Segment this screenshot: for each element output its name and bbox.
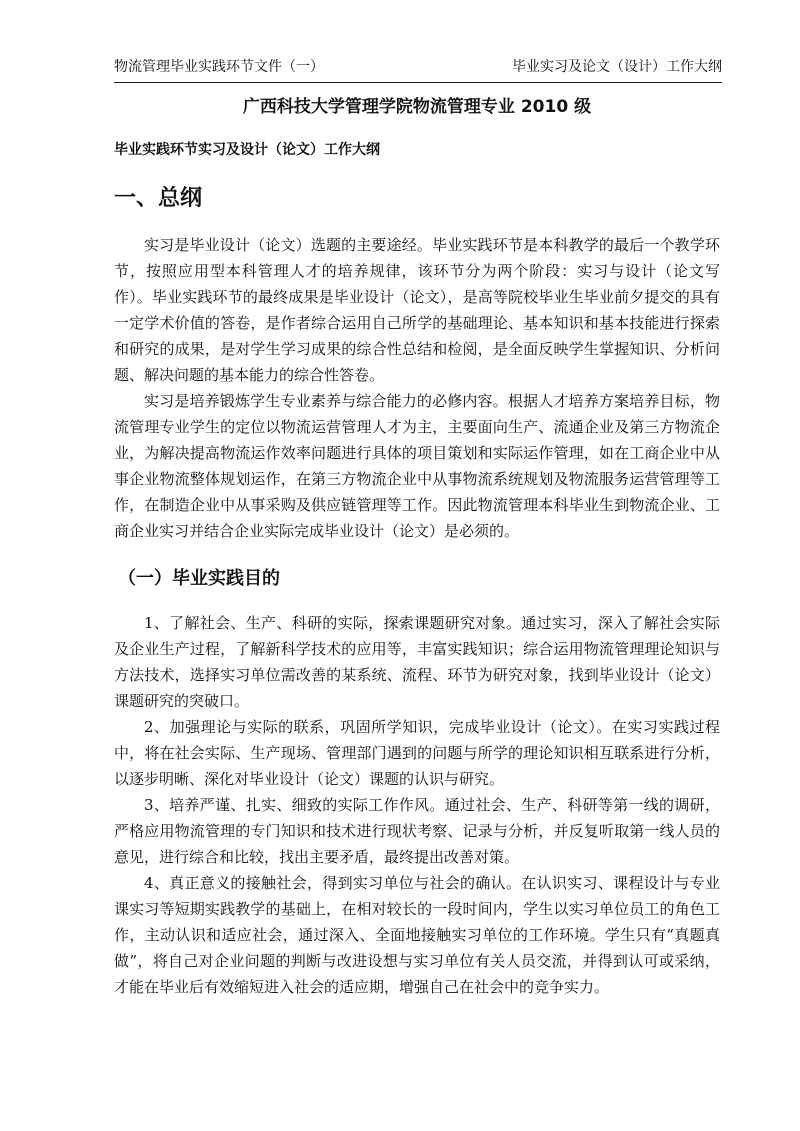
paragraph: 实习是毕业设计（论文）选题的主要途经。毕业实践环节是本科教学的最后一个教学环节，按照应用型本科管理人才的培养规律，该环节分为两个阶段：实习与设计（论文写作）。毕业实践环节的最终成果是毕业设计（论文），是高等院校毕业生毕业前夕提交的具有一定学术价值的答卷，是作者综合运用自己所学的基础理论、基本知识和基本技能进行探索和研究的成果，是对学生学习成果的综合性总结和检阅，是全面反映学生掌握知识、分析问题、解决问题的基本能力的综合性答卷。: [114, 236, 720, 384]
section-purpose-body: [114, 610, 720, 1000]
paragraph: 实习是培养锻炼学生专业素养与综合能力的必修内容。根据人才培养方案培养目标，物流管理专业学生的定位以物流运营管理人才为主，主要面向生产、流通企业及第三方物流企业，为解决提高物流运作效率问题进行具体的项目策划和实际运作管理，如在工商企业中从事企业物流整体规划运作，在第三方物流企业中从事物流系统规划及物流服务运营管理等工作，在制造企业中从事采购及供应链管理等工作。因此物流管理本科毕业生到物流企业、工商企业实习并结合企业实际完成毕业设计（论文）是必须的。: [114, 392, 720, 540]
document-title: 广西科技大学管理学院物流管理专业 2010 级: [242, 97, 592, 117]
paragraph: 4、真正意义的接触社会，得到实习单位与社会的确认。在认识实习、课程设计与专业课实习等短期实践教学的基础上，在相对较长的一段时间内，学生以实习单位员工的角色工作，主动认识和适应社会，通过深入、全面地接触实习单位的工作环境。学生只有“真题真做”，将自己对企业问题的判断与改进设想与实习单位有关人员交流，并得到认可或采纳，才能在毕业后有效缩短进入社会的适应期，增强自己在社会中的竞争实力。: [114, 874, 720, 996]
paragraph: 2、加强理论与实际的联系，巩固所学知识，完成毕业设计（论文）。在实习实践过程中，将在社会实际、生产现场、管理部门遇到的问题与所学的理论知识相互联系进行分析，以逐步明晰、深化对毕业设计（论文）课题的认识与研究。: [114, 718, 720, 788]
section-heading-general: 一、总纲: [114, 186, 203, 211]
document-subtitle: 毕业实践环节实习及设计（论文）工作大纲: [114, 142, 380, 158]
section-general-body: [114, 232, 720, 544]
section-heading-purpose: （一）毕业实践目的: [118, 568, 280, 589]
paragraph: 3、培养严谨、扎实、细致的实际工作作风。通过社会、生产、科研等第一线的调研，严格应用物流管理的专门知识和技术进行现状考察、记录与分析，并反复听取第一线人员的意见，进行综合和比较，找出主要矛盾，最终提出改善对策。: [114, 796, 720, 866]
header-right-text: 毕业实习及论文（设计）工作大纲: [512, 59, 722, 75]
page-header: [114, 56, 722, 83]
paragraph: 1、了解社会、生产、科研的实际，探索课题研究对象。通过实习，深入了解社会实际及企业生产过程，了解新科学技术的应用等，丰富实践知识；综合运用物流管理理论知识与方法技术，选择实习单位需改善的某系统、流程、环节为研究对象，找到毕业设计（论文）课题研究的突破口。: [114, 614, 720, 710]
document-body: [114, 86, 720, 1000]
header-left-text: 物流管理毕业实践环节文件（一）: [114, 59, 324, 75]
